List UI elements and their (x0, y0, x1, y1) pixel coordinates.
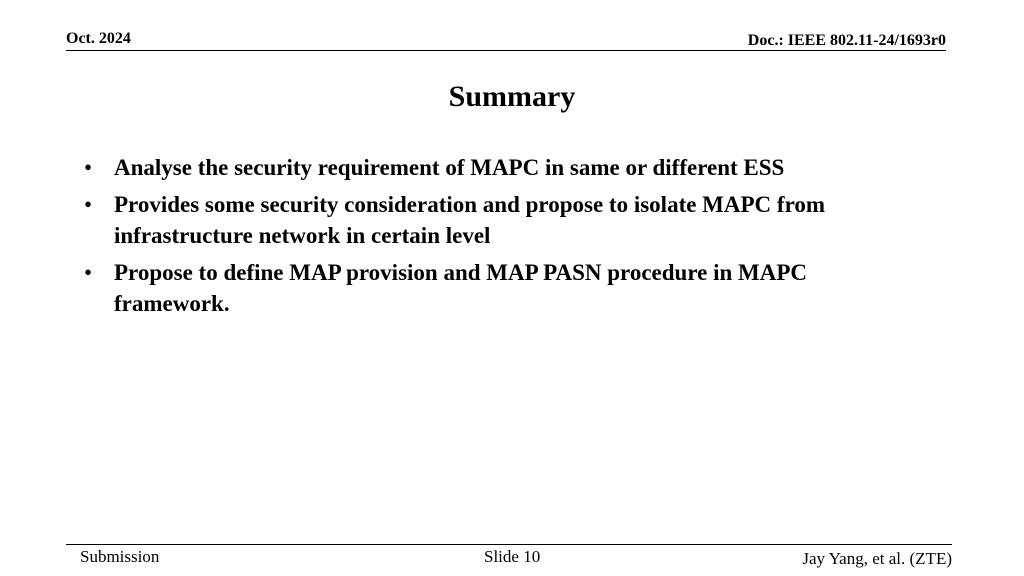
bullet-list (82, 152, 922, 325)
header-doc-number: Doc.: IEEE 802.11-24/1693r0 (747, 32, 946, 49)
header-divider (66, 50, 946, 51)
header-date: Oct. 2024 (66, 30, 131, 47)
slide-title: Summary (448, 80, 576, 113)
bullet-text: Propose to define MAP provision and MAP PASN procedure in MAPC framework. (114, 260, 807, 316)
bullet-text: Analyse the security requirement of MAPC in same or different ESS (114, 155, 785, 180)
footer-slide-number: Slide 10 (484, 547, 541, 566)
footer-submission: Submission (80, 547, 160, 566)
bullet-dot-icon: • (84, 155, 93, 180)
footer-divider (66, 544, 952, 545)
bullet-item (82, 189, 922, 251)
footer-author: Jay Yang, et al. (ZTE) (802, 549, 952, 568)
bullet-item (82, 152, 922, 183)
bullet-text: Provides some security consideration and propose to isolate MAPC from infrastructure network in certain level (114, 192, 826, 248)
bullet-dot-icon: • (84, 260, 93, 285)
bullet-dot-icon: • (84, 192, 93, 217)
bullet-item (82, 257, 922, 319)
